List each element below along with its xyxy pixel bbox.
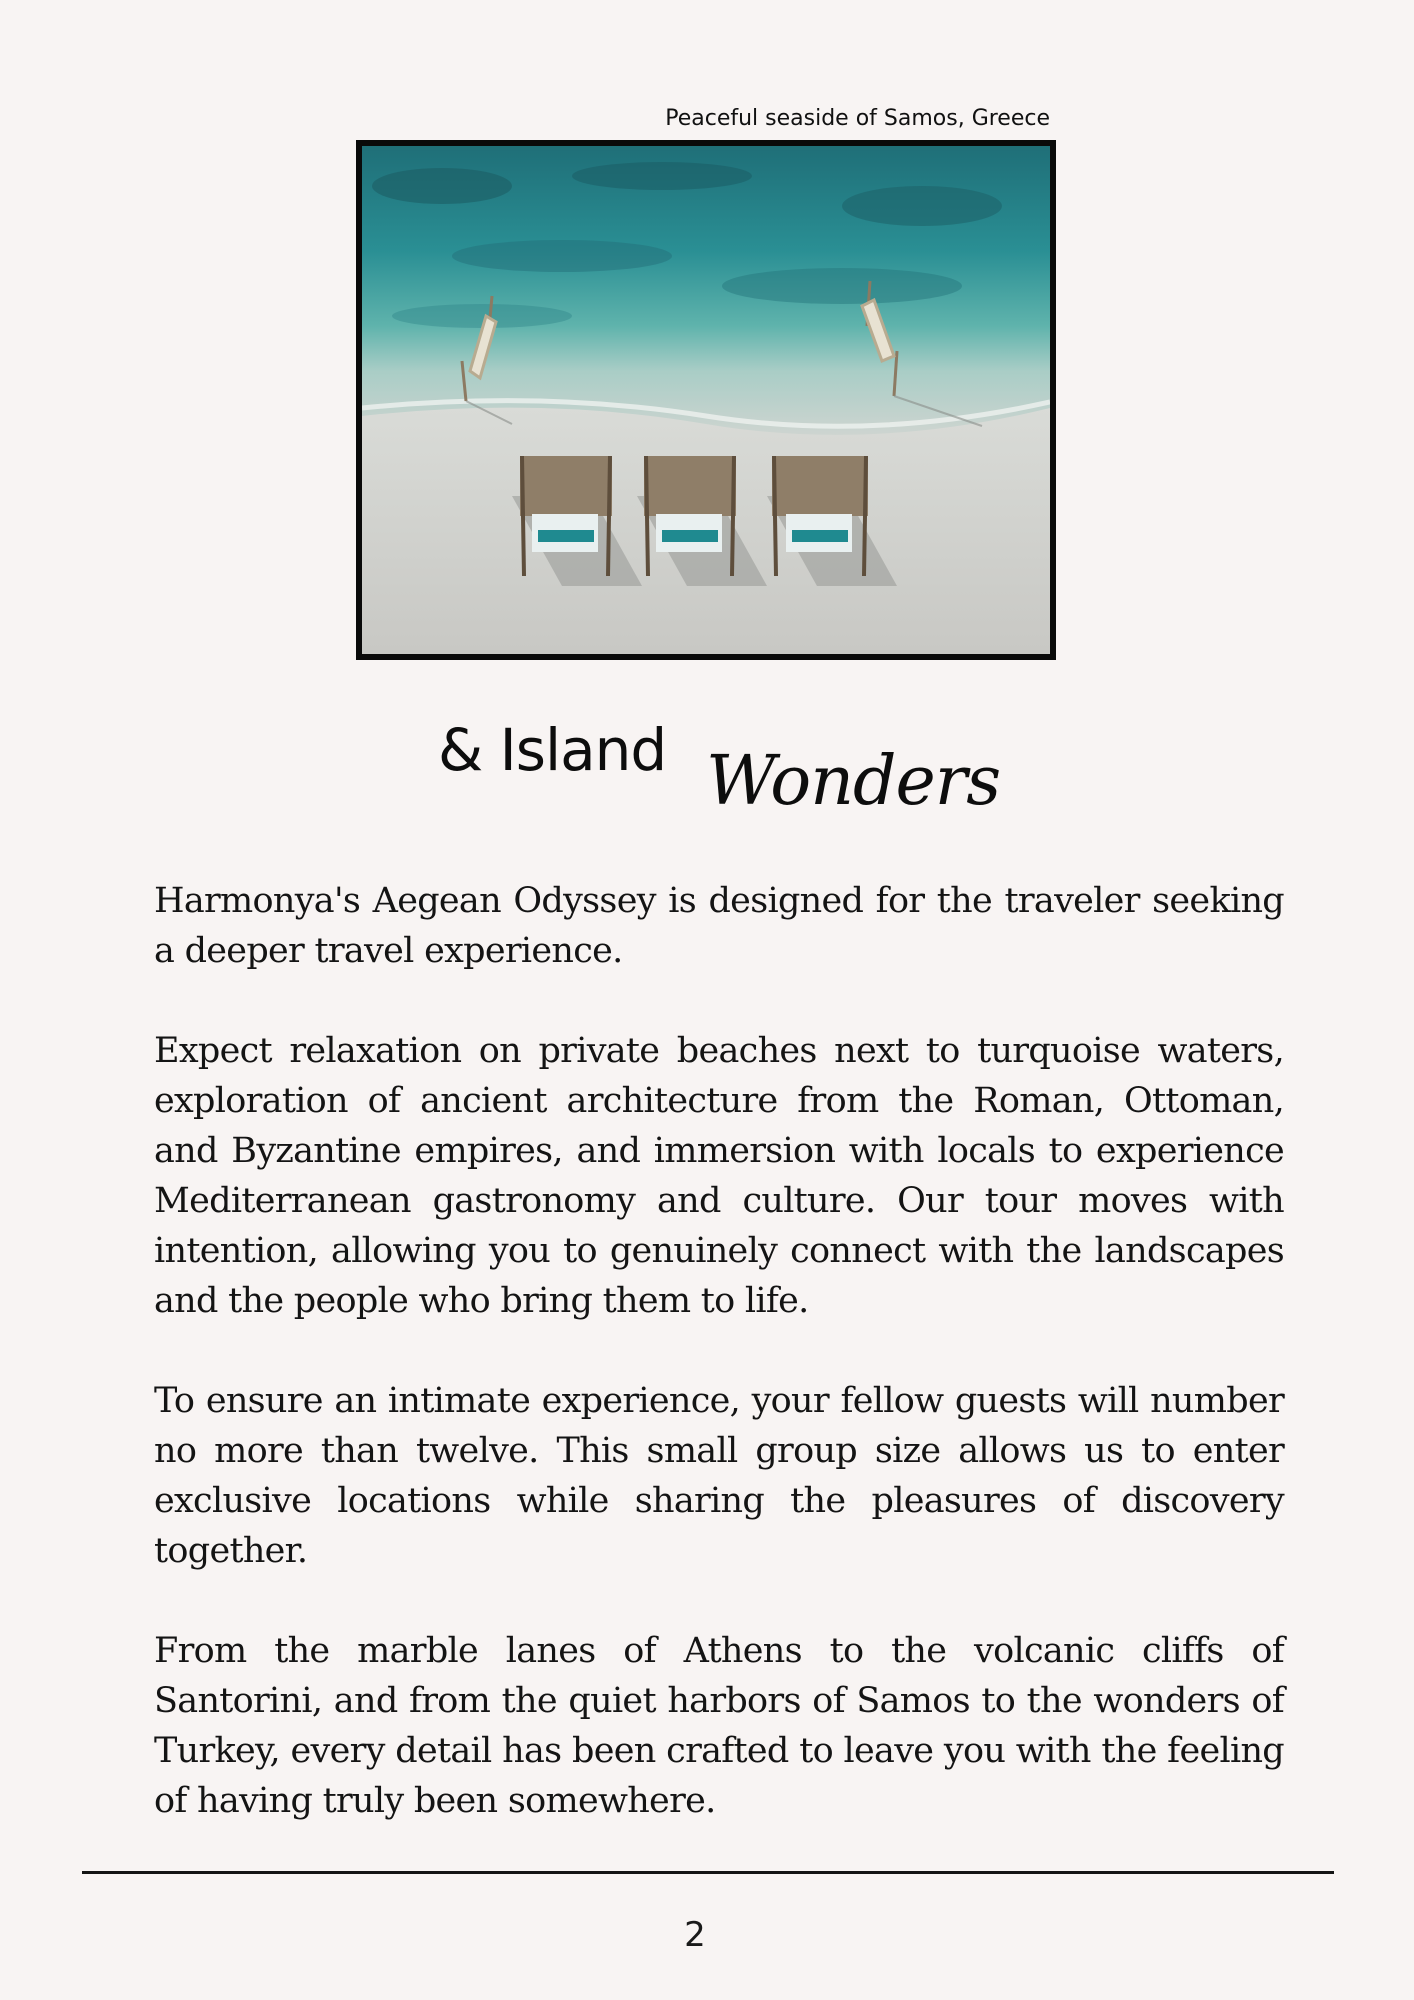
photo-caption: Peaceful seaside of Samos, Greece bbox=[665, 106, 1050, 131]
paragraph-expect: Expect relaxation on private beaches next to turquoise waters, exploration of ancient architecture from the Roman, Ottoman, and Byzantine empires, and immersion with locals to experience Mediterranean gastronomy and culture. Our tour moves with intention, allowing you to genuinely connect with the landscapes and the people who bring them to life. bbox=[154, 1031, 1284, 1321]
heading-wonders: Wonders bbox=[706, 742, 1001, 821]
heading-island: & Island bbox=[438, 716, 667, 784]
beach-photo bbox=[356, 140, 1056, 660]
body-text bbox=[154, 876, 1284, 1876]
paragraph-intro: Harmonya's Aegean Odyssey is designed for the traveler seeking a deeper travel experience. bbox=[154, 881, 1284, 971]
page-number: 2 bbox=[684, 1915, 706, 1955]
paragraph-itinerary: From the marble lanes of Athens to the volcanic cliffs of Santorini, and from the quiet harbors of Samos to the wonders of Turkey, every detail has been crafted to leave you with the feeling of having truly been somewhere. bbox=[154, 1631, 1284, 1821]
paragraph-group-size: To ensure an intimate experience, your fellow guests will number no more than twelve. This small group size allows us to enter exclusive locations while sharing the pleasures of discovery together. bbox=[154, 1381, 1284, 1571]
footer-divider bbox=[82, 1871, 1334, 1874]
